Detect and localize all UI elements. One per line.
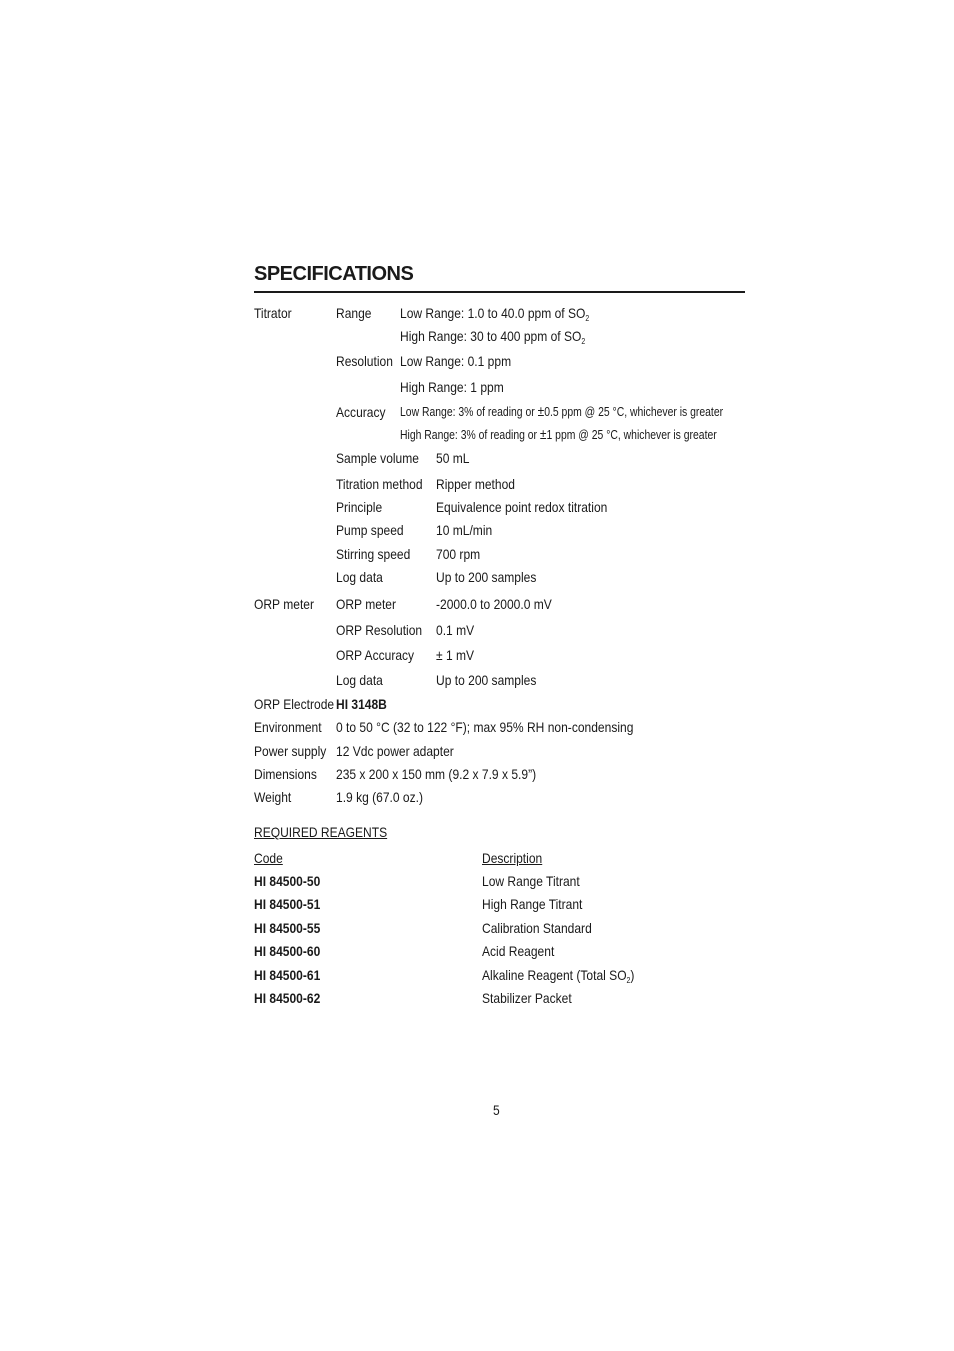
spec-label: ORP Resolution	[336, 622, 423, 638]
spec-value: ± 1 mV	[436, 647, 475, 663]
resolution-high-value: High Range: 1 ppm	[400, 379, 504, 395]
spec-label: Log data	[336, 672, 383, 688]
range-label: Range	[336, 305, 372, 321]
reagent-code: HI 84500-55	[254, 920, 321, 936]
spec-label: Dimensions	[254, 766, 317, 782]
reagent-code: HI 84500-51	[254, 896, 321, 912]
page-number: 5	[493, 1102, 500, 1118]
spec-label: Environment	[254, 719, 322, 735]
spec-value: -2000.0 to 2000.0 mV	[436, 596, 552, 612]
spec-label: Power supply	[254, 743, 327, 759]
spec-value: 1.9 kg (67.0 oz.)	[336, 789, 424, 805]
spec-value: Up to 200 samples	[436, 672, 537, 688]
spec-label: Sample volume	[336, 450, 419, 466]
spec-value: 12 Vdc power adapter	[336, 743, 454, 759]
spec-value: 0.1 mV	[436, 622, 475, 638]
spec-value: Equivalence point redox titration	[436, 499, 608, 515]
spec-value: Ripper method	[436, 476, 515, 492]
range-low-value: Low Range: 1.0 to 40.0 ppm of $SO_2$	[400, 305, 590, 323]
page-title: SPECIFICATIONS	[254, 263, 414, 285]
reagents-heading: REQUIRED REAGENTS	[254, 824, 388, 840]
range-high-value: High Range: 30 to 400 ppm of $SO_2$	[400, 328, 586, 346]
resolution-low-value: Low Range: 0.1 ppm	[400, 353, 512, 369]
reagent-description: Alkaline Reagent (Total $SO_2$)	[482, 967, 635, 985]
accuracy-label: Accuracy	[336, 404, 386, 420]
spec-label: Log data	[336, 569, 383, 585]
spec-value: 235 x 200 x 150 mm (9.2 x 7.9 x 5.9”)	[336, 766, 537, 782]
spec-value: 10 mL/min	[436, 522, 493, 538]
code-column-header: Code	[254, 850, 283, 866]
spec-value: 50 mL	[436, 450, 470, 466]
reagent-code: HI 84500-61	[254, 967, 321, 983]
accuracy-high-value: High Range: 3% of reading or ±1 ppm @ 25 °C, whichever is greater	[400, 426, 717, 443]
spec-label: Pump speed	[336, 522, 404, 538]
spec-label: Principle	[336, 499, 383, 515]
orp-electrode-value: HI 3148B	[336, 696, 387, 712]
section-label-titrator: Titrator	[254, 305, 292, 321]
spec-value: Up to 200 samples	[436, 569, 537, 585]
reagent-code: HI 84500-50	[254, 873, 321, 889]
spec-label: ORP Accuracy	[336, 647, 415, 663]
reagent-code: HI 84500-60	[254, 943, 321, 959]
spec-label: Titration method	[336, 476, 423, 492]
reagent-description: Stabilizer Packet	[482, 990, 572, 1006]
reagent-code: HI 84500-62	[254, 990, 321, 1006]
title-rule	[254, 291, 745, 293]
reagent-description: Acid Reagent	[482, 943, 555, 959]
spec-label: ORP meter	[336, 596, 396, 612]
reagent-description: Calibration Standard	[482, 920, 592, 936]
section-label-orp-meter: ORP meter	[254, 596, 314, 612]
spec-value: 700 rpm	[436, 546, 481, 562]
reagent-description: Low Range Titrant	[482, 873, 580, 889]
description-column-header: Description	[482, 850, 543, 866]
spec-label: ORP Electrode	[254, 696, 335, 712]
reagent-description: High Range Titrant	[482, 896, 583, 912]
accuracy-low-value: Low Range: 3% of reading or ±0.5 ppm @ 25 °C, whichever is greater	[400, 403, 724, 420]
spec-value: 0 to 50 °C (32 to 122 °F); max 95% RH non-condensing	[336, 719, 634, 735]
resolution-label: Resolution	[336, 353, 393, 369]
spec-label: Stirring speed	[336, 546, 411, 562]
spec-label: Weight	[254, 789, 292, 805]
